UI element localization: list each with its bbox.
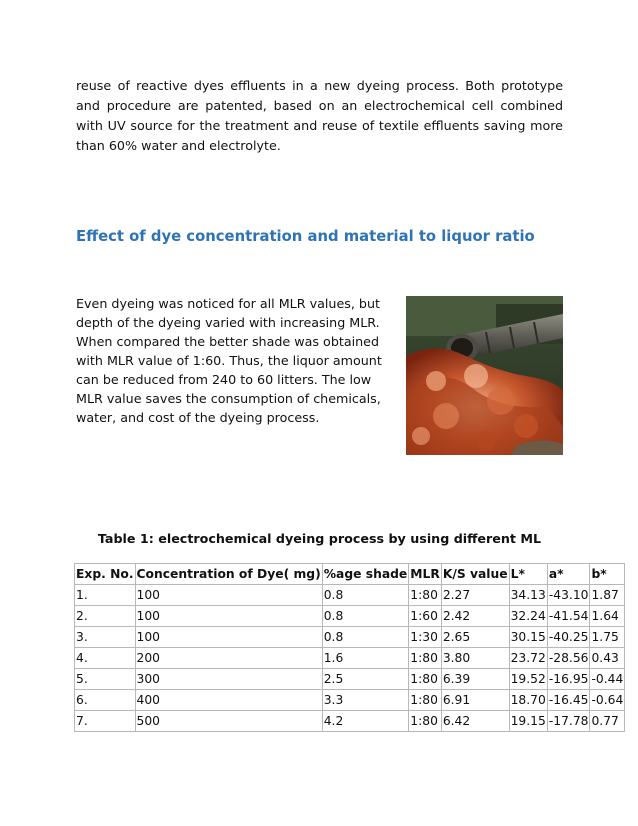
cell-b-star: 1.87 bbox=[590, 585, 625, 606]
header-mlr: MLR bbox=[409, 564, 442, 585]
header-a-star: a* bbox=[547, 564, 590, 585]
header-concentration: Concentration of Dye( mg) bbox=[135, 564, 322, 585]
header-l-star: L* bbox=[509, 564, 547, 585]
cell-concentration: 100 bbox=[135, 585, 322, 606]
cell-shade: 0.8 bbox=[322, 606, 409, 627]
cell-ks-value: 6.91 bbox=[441, 690, 509, 711]
section-paragraph: Even dyeing was noticed for all MLR values, but depth of the dyeing varied with increasing MLR. When compared the better shade was obtained with MLR value of 1:60. Thus, the liquor amount can be reduced from 240 to 60 litters. The low MLR value saves the consumption of chemicals, water, and cost of the dyeing process. bbox=[76, 296, 382, 425]
effluent-pipe-photo bbox=[406, 296, 563, 455]
intro-paragraph: reuse of reactive dyes effluents in a new dyeing process. Both prototype and procedure are patented, based on an electrochemical cell combined with UV source for the treatment and reuse of textile effluents saving more than 60% water and electrolyte. bbox=[76, 78, 563, 153]
cell-l-star: 34.13 bbox=[509, 585, 547, 606]
cell-concentration: 200 bbox=[135, 648, 322, 669]
cell-concentration: 100 bbox=[135, 606, 322, 627]
cell-shade: 3.3 bbox=[322, 690, 409, 711]
cell-ks-value: 3.80 bbox=[441, 648, 509, 669]
cell-concentration: 500 bbox=[135, 711, 322, 732]
table-row bbox=[75, 690, 625, 711]
cell-ks-value: 2.65 bbox=[441, 627, 509, 648]
cell-concentration: 300 bbox=[135, 669, 322, 690]
cell-mlr: 1:80 bbox=[409, 690, 442, 711]
cell-a-star: -17.78 bbox=[547, 711, 590, 732]
cell-l-star: 23.72 bbox=[509, 648, 547, 669]
cell-mlr: 1:60 bbox=[409, 606, 442, 627]
cell-concentration: 400 bbox=[135, 690, 322, 711]
cell-b-star: -0.64 bbox=[590, 690, 625, 711]
cell-ks-value: 6.39 bbox=[441, 669, 509, 690]
table-row bbox=[75, 627, 625, 648]
cell-a-star: -16.95 bbox=[547, 669, 590, 690]
cell-exp-no: 6. bbox=[75, 690, 136, 711]
table-row bbox=[75, 648, 625, 669]
cell-l-star: 19.15 bbox=[509, 711, 547, 732]
header-ks-value: K/S value bbox=[441, 564, 509, 585]
table-row bbox=[75, 585, 625, 606]
cell-b-star: 0.77 bbox=[590, 711, 625, 732]
cell-exp-no: 5. bbox=[75, 669, 136, 690]
table-row bbox=[75, 606, 625, 627]
cell-concentration: 100 bbox=[135, 627, 322, 648]
cell-a-star: -43.10 bbox=[547, 585, 590, 606]
cell-shade: 0.8 bbox=[322, 627, 409, 648]
section-heading: Effect of dye concentration and material to liquor ratio bbox=[76, 228, 535, 245]
cell-b-star: 0.43 bbox=[590, 648, 625, 669]
cell-exp-no: 4. bbox=[75, 648, 136, 669]
cell-mlr: 1:80 bbox=[409, 648, 442, 669]
cell-mlr: 1:80 bbox=[409, 669, 442, 690]
cell-a-star: -40.25 bbox=[547, 627, 590, 648]
cell-b-star: 1.64 bbox=[590, 606, 625, 627]
cell-mlr: 1:80 bbox=[409, 711, 442, 732]
cell-exp-no: 3. bbox=[75, 627, 136, 648]
cell-mlr: 1:80 bbox=[409, 585, 442, 606]
cell-mlr: 1:30 bbox=[409, 627, 442, 648]
cell-ks-value: 2.27 bbox=[441, 585, 509, 606]
header-shade: %age shade bbox=[322, 564, 409, 585]
table-row bbox=[75, 669, 625, 690]
cell-ks-value: 2.42 bbox=[441, 606, 509, 627]
cell-l-star: 30.15 bbox=[509, 627, 547, 648]
header-exp-no: Exp. No. bbox=[75, 564, 136, 585]
cell-l-star: 32.24 bbox=[509, 606, 547, 627]
table-row bbox=[75, 711, 625, 732]
cell-b-star: -0.44 bbox=[590, 669, 625, 690]
cell-ks-value: 6.42 bbox=[441, 711, 509, 732]
cell-shade: 0.8 bbox=[322, 585, 409, 606]
cell-shade: 1.6 bbox=[322, 648, 409, 669]
cell-shade: 4.2 bbox=[322, 711, 409, 732]
cell-a-star: -16.45 bbox=[547, 690, 590, 711]
cell-exp-no: 7. bbox=[75, 711, 136, 732]
cell-shade: 2.5 bbox=[322, 669, 409, 690]
cell-b-star: 1.75 bbox=[590, 627, 625, 648]
results-table bbox=[74, 563, 625, 732]
cell-a-star: -41.54 bbox=[547, 606, 590, 627]
cell-a-star: -28.56 bbox=[547, 648, 590, 669]
cell-l-star: 18.70 bbox=[509, 690, 547, 711]
table-header-row bbox=[75, 564, 625, 585]
table-caption: Table 1: electrochemical dyeing process by using different ML bbox=[97, 531, 542, 546]
header-b-star: b* bbox=[590, 564, 625, 585]
cell-l-star: 19.52 bbox=[509, 669, 547, 690]
cell-exp-no: 1. bbox=[75, 585, 136, 606]
cell-exp-no: 2. bbox=[75, 606, 136, 627]
